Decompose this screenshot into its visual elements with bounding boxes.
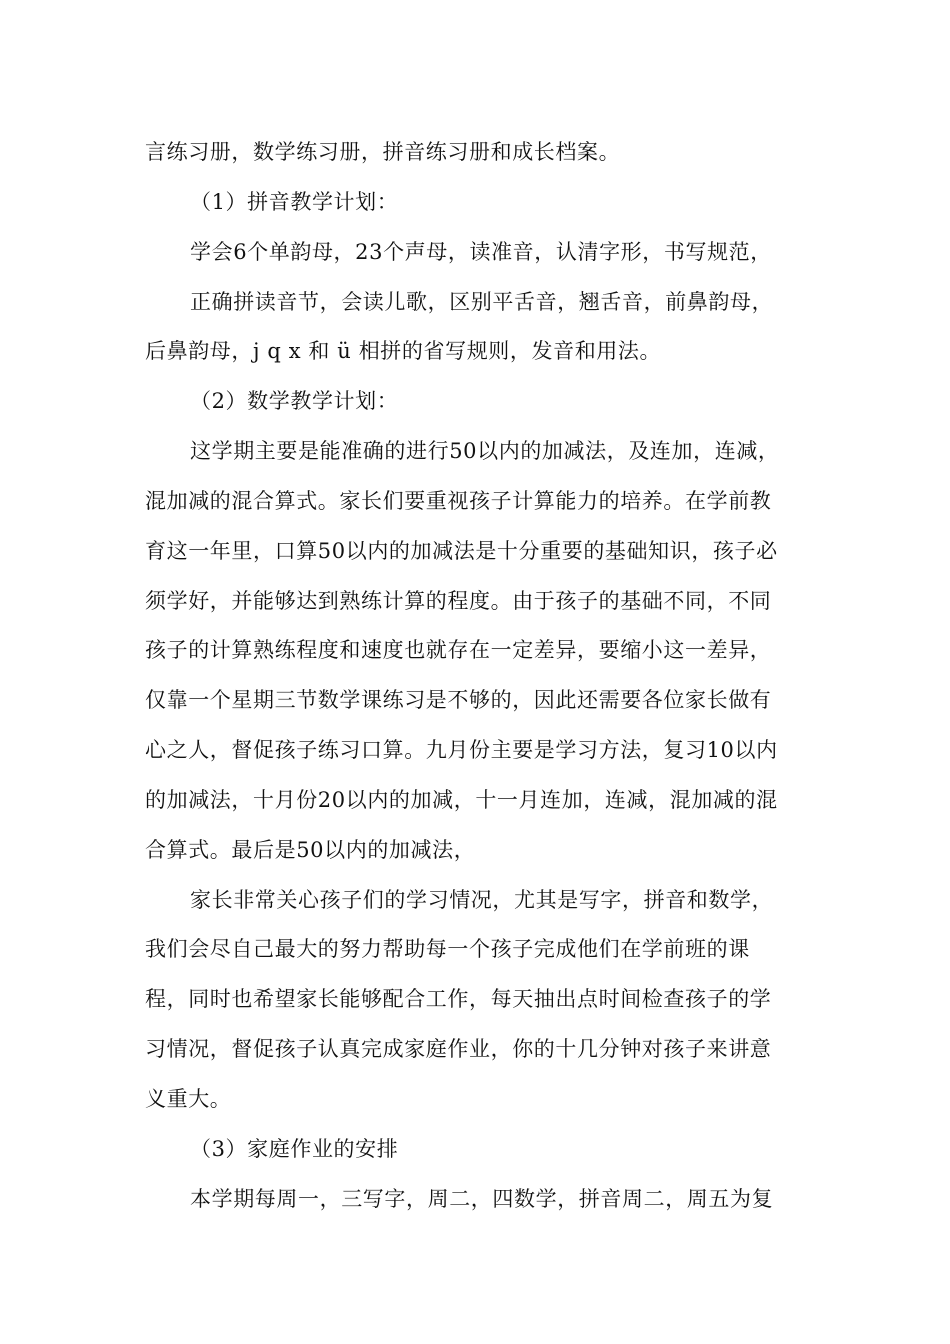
text-line: 正确拼读音节，会读儿歌，区别平舌音，翘舌音，前鼻韵母， [190,290,774,314]
text-line: 本学期每周一，三写字，周二，四数学，拼音周二，周五为复 [190,1187,774,1211]
text-line: 学会6个单韵母，23个声母，读准音，认清字形，书写规范， [190,240,772,264]
text-line: 义重大。 [145,1087,232,1111]
text-line: 育这一年里，口算50以内的加减法是十分重要的基础知识，孩子必 [145,539,778,563]
text-line: 混加减的混合算式。家长们要重视孩子计算能力的培养。在学前教 [145,489,772,513]
section-heading: （1）拼音教学计划： [190,190,399,214]
text-line: 程，同时也希望家长能够配合工作，每天抽出点时间检查孩子的学 [145,987,772,1011]
section-heading: （3）家庭作业的安排 [190,1137,399,1161]
text-line: 我们会尽自己最大的努力帮助每一个孩子完成他们在学前班的课 [145,937,750,961]
text-line: 孩子的计算熟练程度和速度也就存在一定差异，要缩小这一差异， [145,638,772,662]
section-heading: （2）数学教学计划： [190,389,399,413]
text-line: 这学期主要是能准确的进行50以内的加减法，及连加，连减， [190,439,780,463]
text-line: 心之人，督促孩子练习口算。九月份主要是学习方法，复习10以内 [145,738,778,762]
text-line: 须学好，并能够达到熟练计算的程度。由于孩子的基础不同，不同 [145,589,772,613]
text-line: 仅靠一个星期三节数学课练习是不够的，因此还需要各位家长做有 [145,688,772,712]
text-line: 的加减法，十月份20以内的加减，十一月连加，连减，混加减的混 [145,788,778,812]
text-line: 习情况，督促孩子认真完成家庭作业，你的十几分钟对孩子来讲意 [145,1037,772,1061]
text-line: 后鼻韵母，j q x 和 ü 相拼的省写规则，发音和用法。 [145,339,662,363]
text-line: 家长非常关心孩子们的学习情况，尤其是写字，拼音和数学， [190,888,774,912]
text-line: 言练习册，数学练习册，拼音练习册和成长档案。 [145,140,621,164]
text-line: 合算式。最后是50以内的加减法， [145,838,476,862]
